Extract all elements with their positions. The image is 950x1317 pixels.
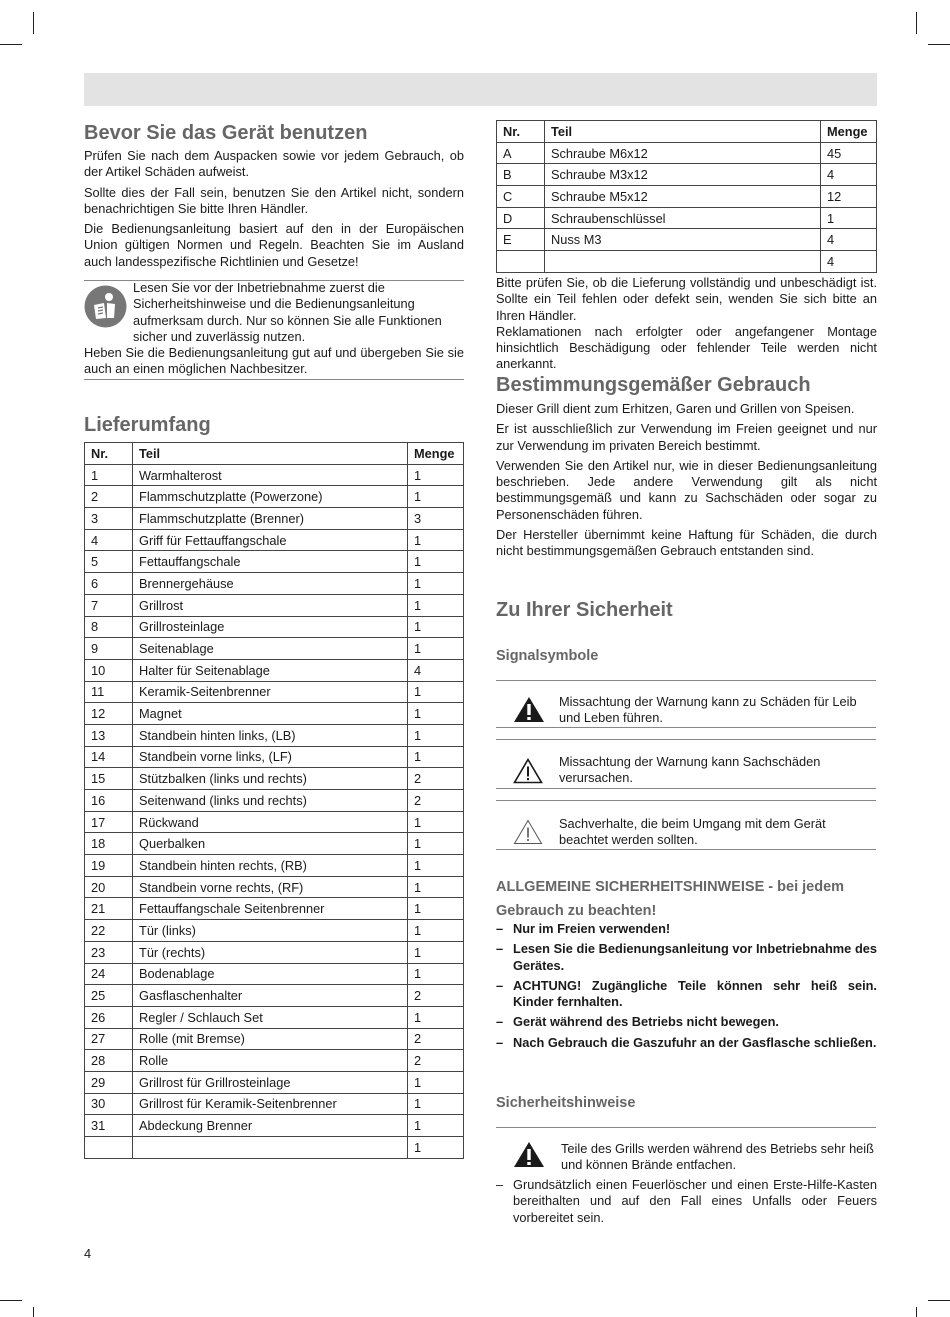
cell-menge: 1: [408, 464, 464, 486]
table-row: [497, 207, 877, 229]
cell-teil: Standbein vorne rechts, (RF): [133, 876, 408, 898]
table-row: [85, 833, 464, 855]
hint-bullet-text: Grundsätzlich einen Feuerlöscher und einen Erste-Hilfe-Kasten bereithalten und auf den Fall eines Unfalls oder Feuers vorbereitet sein.: [513, 1177, 877, 1225]
table-row: [85, 1137, 464, 1159]
cell-menge: 2: [408, 985, 464, 1007]
cell-teil: Griff für Fettauffangschale: [133, 529, 408, 551]
table-row: [85, 876, 464, 898]
before-use-p1: Prüfen Sie nach dem Auspacken sowie vor jedem Gebrauch, ob der Artikel Schäden aufweist.: [84, 148, 464, 180]
hardware-p2: Reklamationen nach erfolgter oder angefangener Montage hinsichtlich Beschädigung oder fehlender Teile werden nicht anerkannt.: [496, 323, 877, 372]
table-row: [497, 186, 877, 208]
cell-menge: 2: [408, 1028, 464, 1050]
cell-nr: 11: [85, 681, 133, 703]
table-row: [85, 768, 464, 790]
before-use-title: Bevor Sie das Gerät benutzen: [84, 122, 368, 144]
table-row: [85, 551, 464, 573]
table-row: [85, 659, 464, 681]
table-row: [85, 486, 464, 508]
cell-nr: C: [497, 186, 545, 208]
bullet-text: Nach Gebrauch die Gaszufuhr an der Gasflasche schließen.: [513, 1034, 877, 1050]
bullet-text: Lesen Sie die Bedienungsanleitung vor Inbetriebnahme des Gerätes.: [513, 941, 877, 973]
safety-title: Zu Ihrer Sicherheit: [496, 599, 673, 621]
hint-list: [496, 1177, 877, 1230]
cell-teil: Standbein hinten links, (LB): [133, 724, 408, 746]
cell-teil: Abdeckung Brenner: [133, 1115, 408, 1137]
header-bar: [84, 73, 877, 106]
cell-menge: 1: [408, 1137, 464, 1159]
cell-menge: 1: [408, 616, 464, 638]
cell-teil: Fettauffangschale: [133, 551, 408, 573]
hardware-notes: [496, 275, 877, 373]
table-row: [85, 703, 464, 725]
cell-nr: 23: [85, 941, 133, 963]
cell-teil: Schraube M3x12: [545, 164, 821, 186]
cell-nr: 24: [85, 963, 133, 985]
crop-mark: [33, 1307, 34, 1317]
cell-nr: E: [497, 229, 545, 251]
cell-nr: B: [497, 164, 545, 186]
cell-teil: Tür (links): [133, 920, 408, 942]
dash-marker: –: [496, 977, 504, 993]
cell-teil: Schraube M6x12: [545, 142, 821, 164]
cell-teil: Standbein vorne links, (LF): [133, 746, 408, 768]
cell-nr: 25: [85, 985, 133, 1007]
cell-nr: 12: [85, 703, 133, 725]
read-manual-note: [133, 280, 464, 345]
bullet-text: Nur im Freien verwenden!: [513, 921, 671, 936]
cell-nr: 10: [85, 659, 133, 681]
cell-teil: Grillrost: [133, 594, 408, 616]
warning-triangle-outline-icon: [513, 758, 543, 789]
cell-teil: Rolle (mit Bremse): [133, 1028, 408, 1050]
signal-warning: [496, 740, 876, 788]
warning-triangle-filled-icon: [513, 1141, 545, 1173]
list-item: [496, 1177, 877, 1226]
cell-teil: Nuss M3: [545, 229, 821, 251]
table-row: [85, 508, 464, 530]
table-row: [85, 1028, 464, 1050]
list-item: [496, 941, 877, 974]
crop-mark: [928, 1300, 950, 1301]
cell-nr: A: [497, 142, 545, 164]
cell-nr: 28: [85, 1050, 133, 1072]
table-row: [85, 464, 464, 486]
bullet-text: ACHTUNG! Zugängliche Teile können sehr heiß sein. Kinder fernhalten.: [513, 977, 877, 1010]
table-row: [85, 898, 464, 920]
general-safety-title: [496, 875, 877, 923]
list-item: [496, 978, 877, 1011]
cell-teil: Keramik-Seitenbrenner: [133, 681, 408, 703]
divider: [496, 788, 876, 789]
cell-menge: 1: [408, 681, 464, 703]
crop-mark: [916, 12, 917, 34]
header-nr: Nr.: [85, 443, 133, 465]
dash-marker: –: [496, 941, 504, 957]
table-row: [85, 638, 464, 660]
cell-menge: 1: [408, 1093, 464, 1115]
cell-nr: 16: [85, 790, 133, 812]
cell-menge: 1: [408, 876, 464, 898]
table-row: [85, 985, 464, 1007]
cell-nr: 20: [85, 876, 133, 898]
bullet-text: Gerät während des Betriebs nicht bewegen.: [513, 1014, 779, 1030]
delivery-table: [84, 442, 464, 1159]
cell-menge: 1: [408, 811, 464, 833]
cell-menge: 1: [408, 855, 464, 877]
delivery-title: Lieferumfang: [84, 414, 211, 436]
cell-teil: [545, 251, 821, 273]
cell-teil: Flammschutzplatte (Powerzone): [133, 486, 408, 508]
signal-title: Signalsymbole: [496, 648, 599, 664]
warning-triangle-light-icon: [513, 819, 543, 850]
cell-nr: 30: [85, 1093, 133, 1115]
intended-use-section: [496, 373, 877, 560]
hardware-p1: Bitte prüfen Sie, ob die Lieferung vollständig und unbeschädigt ist. Sollte ein Teil fehlen oder defekt sein, wenden Sie sich bitte an Ihren Händler.: [496, 275, 877, 323]
cell-menge: 1: [408, 551, 464, 573]
general-safety-title-line2: Gebrauch zu beachten!: [496, 903, 657, 919]
cell-teil: Gasflaschenhalter: [133, 985, 408, 1007]
cell-teil: Querbalken: [133, 833, 408, 855]
cell-menge: 4: [821, 229, 877, 251]
cell-teil: Flammschutzplatte (Brenner): [133, 508, 408, 530]
signal-notice-text: Sachverhalte, die beim Umgang mit dem Gerät beachtet werden sollten.: [559, 816, 826, 848]
cell-teil: Schraube M5x12: [545, 186, 821, 208]
cell-menge: 2: [408, 1050, 464, 1072]
cell-nr: 19: [85, 855, 133, 877]
cell-nr: 13: [85, 724, 133, 746]
table-row: [497, 229, 877, 251]
crop-mark: [0, 1300, 22, 1301]
cell-menge: 1: [408, 573, 464, 595]
hint-warning: [496, 1127, 876, 1177]
cell-teil: Stützbalken (links und rechts): [133, 768, 408, 790]
table-header-row: [497, 121, 877, 143]
cell-menge: 1: [408, 1006, 464, 1028]
header-nr: Nr.: [497, 121, 545, 143]
cell-menge: 4: [408, 659, 464, 681]
dash-marker: –: [496, 1177, 504, 1192]
dash-marker: –: [496, 1034, 504, 1050]
cell-menge: 12: [821, 186, 877, 208]
table-row: [85, 746, 464, 768]
read-manual-icon: [84, 285, 127, 328]
table-row: [85, 594, 464, 616]
table-row: [85, 811, 464, 833]
crop-mark: [928, 44, 950, 45]
cell-menge: 1: [408, 724, 464, 746]
cell-menge: 1: [408, 941, 464, 963]
cell-menge: 1: [821, 207, 877, 229]
dash-marker: –: [496, 1014, 504, 1030]
cell-teil: Seitenwand (links und rechts): [133, 790, 408, 812]
cell-nr: 22: [85, 920, 133, 942]
cell-nr: 17: [85, 811, 133, 833]
cell-nr: 2: [85, 486, 133, 508]
before-use-p3: Die Bedienungsanleitung basiert auf den in der Europäischen Union gültigen Normen und Regeln. Beachten Sie im Ausland auch landesspezifische Richtlinien und Gesetze!: [84, 221, 464, 269]
cell-nr: 29: [85, 1071, 133, 1093]
cell-nr: 21: [85, 898, 133, 920]
cell-menge: 1: [408, 833, 464, 855]
intended-use-p3: Verwenden Sie den Artikel nur, wie in dieser Bedienungsanleitung beschrieben. Jede andere Verwendung gilt als nicht bestimmungsgemäß und kann zu Sachschäden oder sogar zu Personenschäden führen.: [496, 457, 877, 522]
cell-nr: 4: [85, 529, 133, 551]
header-menge: Menge: [821, 121, 877, 143]
crop-mark: [33, 12, 34, 34]
intended-use-p2: Er ist ausschließlich zur Verwendung im Freien geeignet und nur zur Verwendung im privaten Bereich bestimmt.: [496, 421, 877, 453]
crop-mark: [916, 1307, 917, 1317]
signal-warning-text: Missachtung der Warnung kann Sachschäden verursachen.: [559, 754, 821, 786]
cell-nr: 31: [85, 1115, 133, 1137]
divider: [84, 379, 464, 380]
cell-nr: D: [497, 207, 545, 229]
general-safety-title-line1: ALLGEMEINE SICHERHEITSHINWEISE - bei jedem: [496, 879, 845, 895]
note-text: Lesen Sie vor der Inbetriebnahme zuerst die Sicherheitshinweise und die Bedienungsanleitung aufmerksam durch. Nur so können Sie alle Funktionen sicher und zuverlässig nutzen.: [133, 280, 442, 344]
cell-nr: [85, 1137, 133, 1159]
cell-teil: [133, 1137, 408, 1159]
cell-nr: 3: [85, 508, 133, 530]
table-row: [85, 1115, 464, 1137]
cell-nr: 26: [85, 1006, 133, 1028]
intended-use-p4: Der Hersteller übernimmt keine Haftung für Schäden, die durch nicht bestimmungsgemäßen Gebrauch entstanden sind.: [496, 527, 877, 559]
cell-nr: [497, 251, 545, 273]
table-row: [85, 724, 464, 746]
table-row: [497, 164, 877, 186]
list-item: [496, 1035, 877, 1051]
cell-menge: 2: [408, 790, 464, 812]
cell-teil: Grillrost für Keramik-Seitenbrenner: [133, 1093, 408, 1115]
table-row: [85, 529, 464, 551]
cell-teil: Rolle: [133, 1050, 408, 1072]
page-number: 4: [84, 1246, 92, 1261]
divider: [496, 727, 876, 728]
cell-teil: Rückwand: [133, 811, 408, 833]
cell-nr: 6: [85, 573, 133, 595]
cell-nr: 18: [85, 833, 133, 855]
cell-teil: Seitenablage: [133, 638, 408, 660]
cell-nr: 5: [85, 551, 133, 573]
cell-teil: Regler / Schlauch Set: [133, 1006, 408, 1028]
table-row: [85, 1071, 464, 1093]
cell-menge: 1: [408, 703, 464, 725]
table-row: [497, 251, 877, 273]
list-item: [496, 1014, 877, 1030]
list-item: [496, 921, 877, 937]
table-row: [85, 1093, 464, 1115]
signal-notice: [496, 801, 876, 849]
hardware-table-wrap: [496, 120, 877, 273]
cell-menge: 1: [408, 594, 464, 616]
cell-teil: Tür (rechts): [133, 941, 408, 963]
cell-menge: 1: [408, 920, 464, 942]
header-teil: Teil: [545, 121, 821, 143]
cell-nr: 27: [85, 1028, 133, 1050]
cell-menge: 1: [408, 529, 464, 551]
cell-nr: 7: [85, 594, 133, 616]
cell-teil: Halter für Seitenablage: [133, 659, 408, 681]
cell-menge: 1: [408, 486, 464, 508]
cell-teil: Schraubenschlüssel: [545, 207, 821, 229]
table-row: [85, 855, 464, 877]
table-row: [85, 573, 464, 595]
cell-menge: 1: [408, 963, 464, 985]
table-row: [85, 616, 464, 638]
general-safety-list: [496, 921, 877, 1055]
cell-teil: Brennergehäuse: [133, 573, 408, 595]
safety-section: [496, 598, 877, 622]
table-row: [85, 941, 464, 963]
table-row: [85, 790, 464, 812]
table-row: [497, 142, 877, 164]
cell-teil: Bodenablage: [133, 963, 408, 985]
cell-teil: Magnet: [133, 703, 408, 725]
cell-teil: Grillrost für Grillrosteinlage: [133, 1071, 408, 1093]
header-menge: Menge: [408, 443, 464, 465]
cell-menge: 4: [821, 251, 877, 273]
cell-teil: Fettauffangschale Seitenbrenner: [133, 898, 408, 920]
cell-menge: 1: [408, 638, 464, 660]
table-row: [85, 920, 464, 942]
hints-title: Sicherheitshinweise: [496, 1095, 636, 1111]
table-row: [85, 963, 464, 985]
warning-triangle-filled-icon: [513, 696, 545, 728]
divider: [496, 849, 876, 850]
crop-mark: [0, 44, 22, 45]
signal-danger: [496, 680, 876, 727]
dash-marker: –: [496, 921, 504, 936]
before-use-p2: Sollte dies der Fall sein, benutzen Sie den Artikel nicht, sondern benachrichtigen Sie bitte Ihren Händler.: [84, 184, 464, 216]
hardware-table: [496, 120, 877, 273]
before-use-section: [84, 121, 464, 270]
cell-menge: 2: [408, 768, 464, 790]
cell-menge: 1: [408, 898, 464, 920]
cell-teil: Standbein hinten rechts, (RB): [133, 855, 408, 877]
delivery-table-wrap: [84, 442, 464, 1159]
delivery-section: [84, 413, 464, 437]
hint-warning-text: Teile des Grills werden während des Betriebs sehr heiß und können Brände entfachen.: [561, 1141, 874, 1173]
header-teil: Teil: [133, 443, 408, 465]
cell-nr: 1: [85, 464, 133, 486]
cell-menge: 4: [821, 164, 877, 186]
table-row: [85, 1006, 464, 1028]
table-header-row: [85, 443, 464, 465]
intended-use-p1: Dieser Grill dient zum Erhitzen, Garen und Grillen von Speisen.: [496, 401, 855, 416]
signal-danger-text: Missachtung der Warnung kann zu Schäden für Leib und Leben führen.: [559, 694, 857, 726]
cell-menge: 1: [408, 1071, 464, 1093]
intended-use-title: Bestimmungsgemäßer Gebrauch: [496, 374, 811, 396]
cell-nr: 15: [85, 768, 133, 790]
cell-menge: 3: [408, 508, 464, 530]
table-row: [85, 1050, 464, 1072]
cell-teil: Warmhalterost: [133, 464, 408, 486]
cell-menge: 45: [821, 142, 877, 164]
cell-menge: 1: [408, 746, 464, 768]
cell-teil: Grillrosteinlage: [133, 616, 408, 638]
cell-nr: 8: [85, 616, 133, 638]
cell-nr: 14: [85, 746, 133, 768]
before-use-p4: Heben Sie die Bedienungsanleitung gut auf und übergeben Sie sie auch an einen möglichen Nachbesitzer.: [84, 345, 464, 377]
table-row: [85, 681, 464, 703]
cell-menge: 1: [408, 1115, 464, 1137]
cell-nr: 9: [85, 638, 133, 660]
